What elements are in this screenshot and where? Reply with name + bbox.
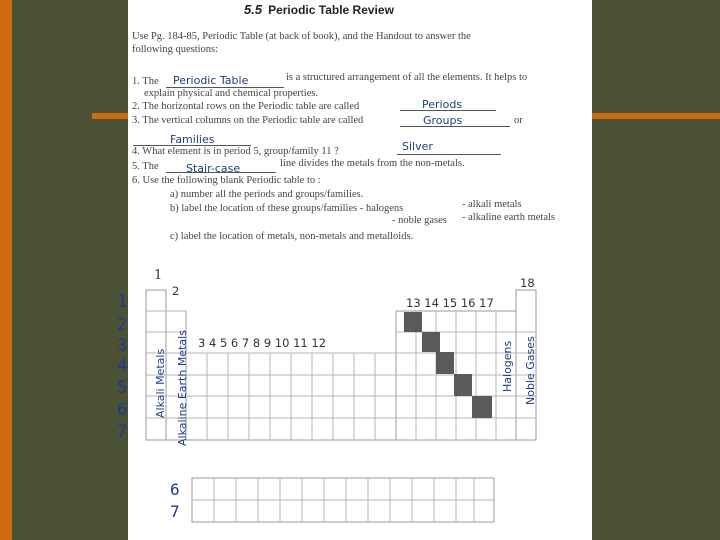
inner-period-label-7: 7	[170, 502, 180, 521]
question-1-prefix: 1. The	[132, 76, 159, 87]
question-5-prefix: 5. The	[132, 161, 159, 172]
period-label-6: 6	[117, 400, 128, 420]
answer-4: Silver	[402, 140, 433, 153]
question-3: 3. The vertical columns on the Periodic table are called	[132, 115, 364, 126]
answer-3a: Groups	[423, 114, 463, 127]
answer-2: Periods	[422, 98, 463, 111]
instructions-line-1: Use Pg. 184-85, Periodic Table (at back of book), and the Handout to answer the	[132, 31, 471, 42]
staircase-shading	[404, 312, 492, 418]
stair-step	[454, 374, 472, 396]
transition-group-labels: 3 4 5 6 7 8 9 10 11 12	[198, 336, 327, 350]
label-noble-gases: Noble Gases	[524, 336, 537, 405]
question-6: 6. Use the following blank Periodic table to :	[132, 175, 321, 186]
group-label-1: 1	[154, 268, 163, 283]
label-halogens: Halogens	[501, 340, 514, 392]
answer-5: Stair-case	[186, 162, 241, 175]
period-label-4: 4	[117, 356, 128, 376]
stair-step	[436, 352, 454, 374]
period-label-2: 2	[117, 315, 128, 335]
stair-step	[422, 332, 440, 352]
question-3-or: or	[514, 115, 523, 126]
period-label-7: 7	[117, 422, 128, 442]
question-6b-3: - alkaline earth metals	[462, 212, 555, 223]
group-label-2: 2	[172, 284, 180, 298]
instructions-line-2: following questions:	[132, 44, 219, 55]
label-alkaline-earth-metals: Alkaline Earth Metals	[176, 330, 189, 446]
question-6b-1: - alkali metals	[462, 199, 522, 210]
question-2: 2. The horizontal rows on the Periodic table are called	[132, 101, 360, 112]
answer-3b: Families	[170, 133, 215, 146]
group-label-18: 18	[520, 276, 535, 290]
group-labels-13-17: 13 14 15 16 17	[406, 296, 494, 310]
question-6b-2: - noble gases	[392, 215, 447, 226]
question-1-line-2: explain physical and chemical properties.	[144, 88, 319, 99]
period-label-1: 1	[117, 292, 128, 312]
period-label-3: 3	[117, 336, 128, 356]
stair-step	[472, 396, 492, 418]
title-text: Periodic Table Review	[268, 3, 394, 17]
inner-period-label-6: 6	[170, 480, 180, 499]
answer-1: Periodic Table	[173, 74, 249, 87]
stair-step	[404, 312, 422, 332]
question-1-suffix: is a structured arrangement of all the elements. It helps to	[286, 72, 528, 83]
label-alkali-metals: Alkali Metals	[154, 348, 167, 418]
question-6b: b) label the location of these groups/families - halogens	[170, 203, 404, 214]
question-5-suffix: line divides the metals from the non-metals.	[280, 158, 465, 169]
question-4: 4. What element is in period 5, group/family 11 ?	[132, 146, 339, 157]
section-number: 5.5	[244, 2, 263, 17]
period-label-5: 5	[117, 378, 128, 398]
question-6a: a) number all the periods and groups/families.	[170, 189, 364, 200]
question-6c: c) label the location of metals, non-metals and metalloids.	[170, 231, 414, 242]
